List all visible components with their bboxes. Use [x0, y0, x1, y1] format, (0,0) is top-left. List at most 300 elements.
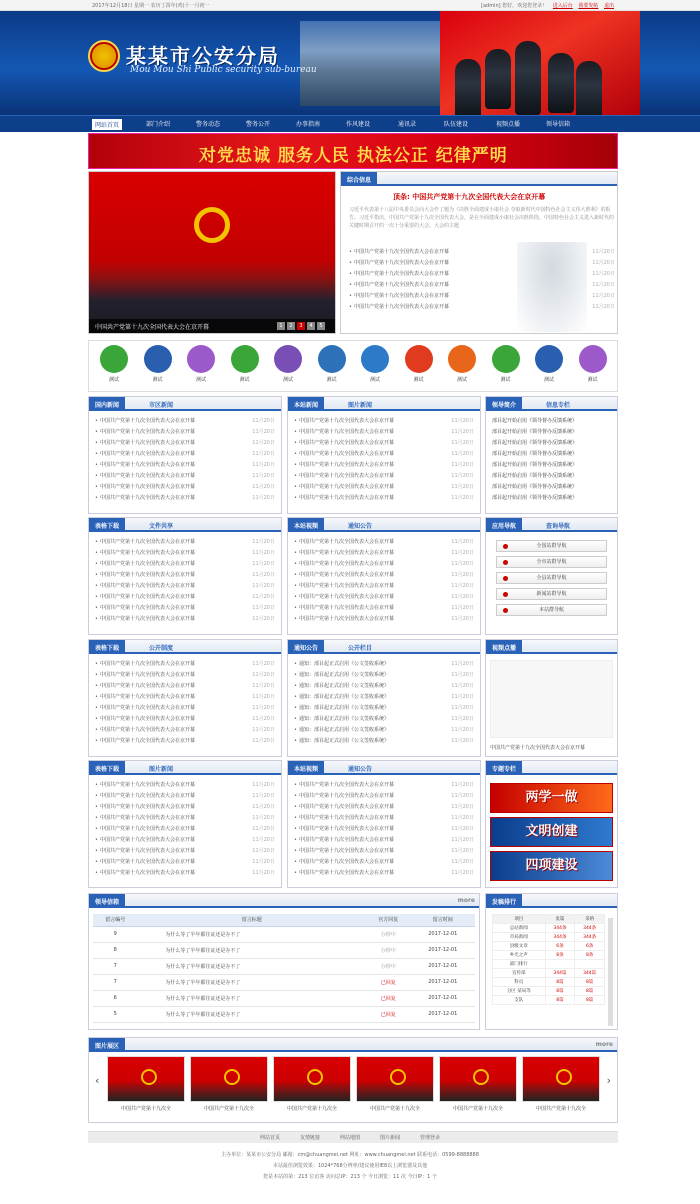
item-title[interactable]: 中国共产党第十九次全国代表大会在京开幕: [99, 793, 195, 799]
quick-link-label: 测试: [195, 377, 206, 383]
gallery-image[interactable]: [522, 1056, 600, 1102]
list-item[interactable]: 部目起开始启用《领导督办反馈系统》: [492, 440, 578, 446]
item-date: 11月20日: [252, 440, 275, 446]
list-item[interactable]: [294, 483, 474, 494]
quick-link[interactable]: [186, 345, 216, 383]
list-item[interactable]: [294, 682, 474, 693]
list-item[interactable]: [294, 715, 474, 726]
msg-title[interactable]: 为什么等了半年都住证还是办不了: [137, 990, 366, 1006]
tab-active[interactable]: 领导简介: [486, 397, 522, 411]
list-item[interactable]: [95, 814, 275, 825]
tab-inactive[interactable]: 图片新闻: [149, 766, 174, 773]
list-item[interactable]: [294, 461, 474, 472]
item-date: 11月20日: [451, 782, 474, 788]
list-item[interactable]: [294, 417, 474, 428]
list-item[interactable]: [95, 825, 275, 836]
list-item[interactable]: 部目起开始启用《领导督办反馈系统》: [492, 451, 578, 457]
slide-dot[interactable]: 1: [277, 322, 285, 330]
city-photo: [300, 21, 450, 106]
tab-active[interactable]: 国内新闻: [89, 397, 125, 411]
list-item[interactable]: [95, 560, 275, 571]
list-item[interactable]: [294, 836, 474, 847]
news-list: [95, 660, 275, 748]
list-item[interactable]: [294, 781, 474, 792]
msg-date: 2017-12-01: [410, 1006, 475, 1022]
item-title[interactable]: 中国共产党第十九次全国代表大会在京开幕: [298, 837, 394, 843]
list-item[interactable]: [349, 259, 615, 270]
tab-active[interactable]: 本站新闻: [288, 397, 324, 411]
list-item[interactable]: [294, 693, 474, 704]
slide-caption-text: 中国共产党第十九次全国代表大会在京开幕: [95, 324, 210, 331]
item-title[interactable]: 通知：部目起正式启用《公文签收系统》: [298, 672, 389, 678]
list-item[interactable]: [294, 825, 474, 836]
list-item[interactable]: [294, 439, 474, 450]
item-title[interactable]: 中国共产党第十九次全国代表大会在京开幕: [99, 550, 195, 556]
item-date: 11月20日: [451, 661, 474, 667]
quick-link[interactable]: [273, 345, 303, 383]
quick-link[interactable]: [578, 345, 608, 383]
list-item[interactable]: [294, 803, 474, 814]
officer-figure: [576, 61, 602, 115]
list-item[interactable]: [95, 538, 275, 549]
item-title[interactable]: 中国共产党第十九次全国代表大会在京开幕: [99, 473, 195, 479]
video-caption[interactable]: 中国共产党第十九次全国代表大会在京开幕: [490, 745, 586, 751]
nav-home[interactable]: 网站首页: [92, 119, 122, 130]
item-date: 11月20日: [451, 550, 474, 556]
video-player[interactable]: [490, 660, 613, 738]
gallery-caption[interactable]: 中国共产党第十九次全: [369, 1106, 420, 1112]
tab-active[interactable]: 视频点播: [486, 640, 522, 654]
list-item[interactable]: [95, 693, 275, 704]
item-title[interactable]: 中国共产党第十九次全国代表大会在京开幕: [298, 848, 394, 854]
tab-composite[interactable]: 综合信息: [341, 172, 377, 186]
list-item[interactable]: [294, 428, 474, 439]
gallery-item[interactable]: [107, 1056, 185, 1112]
nav-service-guide[interactable]: 办事指南: [296, 121, 321, 128]
list-item[interactable]: [294, 472, 474, 483]
nav-mailbox[interactable]: 领导信箱: [546, 121, 571, 128]
item-title[interactable]: 中国共产党第十九次全国代表大会在京开幕: [298, 616, 394, 622]
item-title[interactable]: 中国共产党第十九次全国代表大会在京开幕: [99, 661, 195, 667]
list-item[interactable]: 部目起开始启用《领导督办反馈系统》: [492, 473, 578, 479]
nav-video[interactable]: 视频点播: [496, 121, 521, 128]
item-title[interactable]: 中国共产党第十九次全国代表大会在京开幕: [99, 440, 195, 446]
item-title[interactable]: 中国共产党第十九次全国代表大会在京开幕: [99, 782, 195, 788]
quick-link[interactable]: [404, 345, 434, 383]
list-item[interactable]: [294, 538, 474, 549]
list-item[interactable]: [294, 792, 474, 803]
table-row[interactable]: [93, 958, 475, 974]
item-title[interactable]: 中国共产党第十九次全国代表大会在京开幕: [298, 473, 394, 479]
promo-banner[interactable]: 两学一做: [490, 783, 613, 813]
tab-inactive[interactable]: 通知公告: [348, 523, 373, 530]
tab-inactive[interactable]: 通知公告: [348, 766, 373, 773]
list-item[interactable]: [95, 593, 275, 604]
promo-banner[interactable]: 文明创建: [490, 817, 613, 847]
item-title[interactable]: 中国共产党第十九次全国代表大会在京开幕: [353, 260, 449, 266]
item-title[interactable]: 中国共产党第十九次全国代表大会在京开幕: [298, 594, 394, 600]
gallery-image[interactable]: [356, 1056, 434, 1102]
footer-link[interactable]: 图片新闻: [380, 1135, 401, 1141]
gallery-image[interactable]: [190, 1056, 268, 1102]
item-date: 11月20日: [451, 683, 474, 689]
list-item[interactable]: [294, 858, 474, 869]
item-title[interactable]: 中国共产党第十九次全国代表大会在京开幕: [99, 870, 195, 876]
item-title[interactable]: 中国共产党第十九次全国代表大会在京开幕: [99, 837, 195, 843]
list-item[interactable]: [294, 671, 474, 682]
item-title[interactable]: 中国共产党第十九次全国代表大会在京开幕: [99, 418, 195, 424]
item-title[interactable]: 中国共产党第十九次全国代表大会在京开幕: [99, 484, 195, 490]
gallery-item[interactable]: [356, 1056, 434, 1112]
list-item[interactable]: 部目起开始启用《领导督办反馈系统》: [492, 418, 578, 424]
item-date: 11月20日: [252, 782, 275, 788]
item-title[interactable]: 中国共产党第十九次全国代表大会在京开幕: [99, 561, 195, 567]
site-nav-button[interactable]: 新闻站群导航: [496, 588, 607, 600]
gallery-image[interactable]: [273, 1056, 351, 1102]
list-item[interactable]: [95, 715, 275, 726]
tab-inactive[interactable]: 公开栏目: [348, 645, 373, 652]
rank-cell: 6条: [545, 942, 575, 951]
next-arrow-icon[interactable]: ›: [606, 1074, 611, 1087]
item-title[interactable]: 中国共产党第十九次全国代表大会在京开幕: [353, 293, 449, 299]
list-item[interactable]: 部目起开始启用《领导督办反馈系统》: [492, 429, 578, 435]
list-item[interactable]: [95, 660, 275, 671]
site-nav-button[interactable]: 全国站群导航: [496, 540, 607, 552]
leader-mailbox: [88, 893, 480, 1030]
tab-active[interactable]: 表格下载: [89, 761, 125, 775]
list-item[interactable]: [95, 472, 275, 483]
list-item[interactable]: [294, 615, 474, 626]
item-title[interactable]: 中国共产党第十九次全国代表大会在京开幕: [298, 451, 394, 457]
composite-list: [349, 248, 615, 314]
quick-link[interactable]: [230, 345, 260, 383]
quick-link[interactable]: [447, 345, 477, 383]
footer-link[interactable]: 网站地图: [340, 1135, 361, 1141]
item-title[interactable]: 中国共产党第十九次全国代表大会在京开幕: [99, 462, 195, 468]
item-title[interactable]: 中国共产党第十九次全国代表大会在京开幕: [298, 804, 394, 810]
item-title[interactable]: 中国共产党第十九次全国代表大会在京开幕: [99, 683, 195, 689]
list-item[interactable]: [95, 439, 275, 450]
tab-inactive[interactable]: 查询导航: [546, 523, 571, 530]
item-title[interactable]: 中国共产党第十九次全国代表大会在京开幕: [298, 550, 394, 556]
item-title[interactable]: 中国共产党第十九次全国代表大会在京开幕: [99, 539, 195, 545]
list-item[interactable]: 部目起开始启用《领导督办反馈系统》: [492, 495, 578, 501]
footer-nav: [88, 1131, 618, 1143]
list-item[interactable]: [95, 428, 275, 439]
list-item[interactable]: [294, 450, 474, 461]
side-panel: [485, 639, 618, 757]
admin-link[interactable]: 进入后台: [552, 3, 573, 9]
list-item[interactable]: [95, 417, 275, 428]
item-title[interactable]: 中国共产党第十九次全国代表大会在京开幕: [99, 727, 195, 733]
item-title[interactable]: 中国共产党第十九次全国代表大会在京开幕: [99, 738, 195, 744]
site-nav-button[interactable]: 本站群导航: [496, 604, 607, 616]
tab-active[interactable]: 应用导航: [486, 518, 522, 532]
msg-title[interactable]: 为什么等了半年都住证还是办不了: [137, 926, 366, 942]
msg-title[interactable]: 为什么等了半年都住证还是办不了: [137, 958, 366, 974]
gallery-item[interactable]: [522, 1056, 600, 1112]
list-item[interactable]: [95, 582, 275, 593]
list-item[interactable]: [294, 604, 474, 615]
list-item[interactable]: [294, 549, 474, 560]
gallery-caption[interactable]: 中国共产党第十九次全: [535, 1106, 586, 1112]
item-title[interactable]: 中国共产党第十九次全国代表大会在京开幕: [298, 826, 394, 832]
list-item[interactable]: [95, 792, 275, 803]
tab-inactive[interactable]: 图片新闻: [348, 402, 373, 409]
list-item[interactable]: [349, 292, 615, 303]
item-title[interactable]: 中国共产党第十九次全国代表大会在京开幕: [298, 572, 394, 578]
list-item[interactable]: [294, 847, 474, 858]
item-date: 11月20日: [252, 473, 275, 479]
list-item[interactable]: [95, 836, 275, 847]
list-item[interactable]: [294, 737, 474, 748]
headline[interactable]: 顶条: 中国共产党第十九次全国代表大会在京开幕: [393, 193, 546, 201]
more-link[interactable]: more: [457, 897, 475, 904]
rank-cell: 支队: [493, 996, 546, 1005]
item-title[interactable]: 中国共产党第十九次全国代表大会在京开幕: [99, 605, 195, 611]
msg-title[interactable]: 为什么等了半年都住证还是办不了: [137, 974, 366, 990]
item-title[interactable]: 中国共产党第十九次全国代表大会在京开幕: [298, 495, 394, 501]
item-title[interactable]: 中国共产党第十九次全国代表大会在京开幕: [99, 495, 195, 501]
item-title[interactable]: 中国共产党第十九次全国代表大会在京开幕: [99, 594, 195, 600]
msg-title[interactable]: 为什么等了半年都住证还是办不了: [137, 942, 366, 958]
item-title[interactable]: 中国共产党第十九次全国代表大会在京开幕: [298, 440, 394, 446]
msg-date: 2017-12-01: [410, 926, 475, 942]
item-title[interactable]: 中国共产党第十九次全国代表大会在京开幕: [298, 539, 394, 545]
tab-inactive[interactable]: 公开制度: [149, 645, 174, 652]
panel-header: [288, 397, 480, 411]
item-title[interactable]: 中国共产党第十九次全国代表大会在京开幕: [353, 249, 449, 255]
post-link[interactable]: 我要发帖: [578, 3, 599, 9]
msg-reply: 已回复: [366, 990, 410, 1006]
list-item[interactable]: 部目起开始启用《领导督办反馈系统》: [492, 462, 578, 468]
footer-info: [0, 1150, 700, 1183]
gallery-item[interactable]: [439, 1056, 517, 1112]
item-title[interactable]: 中国共产党第十九次全国代表大会在京开幕: [298, 815, 394, 821]
slideshow[interactable]: [88, 171, 336, 334]
item-date: 11月20日: [451, 418, 474, 424]
scrollbar[interactable]: [608, 918, 613, 1026]
list-item[interactable]: [95, 549, 275, 560]
panel-header: [288, 640, 480, 654]
item-title[interactable]: 通知：部目起正式启用《公文签收系统》: [298, 727, 389, 733]
rank-cell: 宣传部: [493, 969, 546, 978]
item-title[interactable]: 中国共产党第十九次全国代表大会在京开幕: [298, 429, 394, 435]
item-title[interactable]: 中国共产党第十九次全国代表大会在京开幕: [99, 826, 195, 832]
gallery-caption[interactable]: 中国共产党第十九次全: [203, 1106, 254, 1112]
item-date: 11月20日: [592, 260, 615, 266]
slide-dot[interactable]: 4: [307, 322, 315, 330]
list-item[interactable]: [95, 671, 275, 682]
item-date: 11月20日: [451, 672, 474, 678]
item-title[interactable]: 中国共产党第十九次全国代表大会在京开幕: [353, 304, 449, 310]
pen-icon: [231, 345, 259, 373]
quick-link[interactable]: [360, 345, 390, 383]
list-item[interactable]: [95, 858, 275, 869]
list-item[interactable]: [95, 682, 275, 693]
item-title[interactable]: 中国共产党第十九次全国代表大会在京开幕: [298, 561, 394, 567]
table-row[interactable]: [93, 974, 475, 990]
site-nav-button[interactable]: 全县站群导航: [496, 572, 607, 584]
item-title[interactable]: 中国共产党第十九次全国代表大会在京开幕: [298, 859, 394, 865]
slide-dot[interactable]: 2: [287, 322, 295, 330]
item-title[interactable]: 中国共产党第十九次全国代表大会在京开幕: [99, 716, 195, 722]
gallery-item[interactable]: [190, 1056, 268, 1112]
msg-id: 8: [93, 942, 137, 958]
item-title[interactable]: 中国共产党第十九次全国代表大会在京开幕: [298, 870, 394, 876]
item-title[interactable]: 中国共产党第十九次全国代表大会在京开幕: [298, 583, 394, 589]
rank-cell: 乡光之声: [493, 951, 546, 960]
item-title[interactable]: 中国共产党第十九次全国代表大会在京开幕: [99, 848, 195, 854]
footer-link[interactable]: 网站首页: [260, 1135, 281, 1141]
quick-link-label: 测试: [587, 377, 598, 383]
tab-inactive[interactable]: 信息专栏: [546, 402, 571, 409]
item-title[interactable]: 中国共产党第十九次全国代表大会在京开幕: [99, 804, 195, 810]
msg-title[interactable]: 为什么等了半年都住证还是办不了: [137, 1006, 366, 1022]
promo-banner[interactable]: 四项建设: [490, 851, 613, 881]
item-title[interactable]: 中国共产党第十九次全国代表大会在京开幕: [99, 705, 195, 711]
list-item[interactable]: [294, 704, 474, 715]
news-panel: [287, 517, 481, 635]
rank-cell: 县级文章: [493, 942, 546, 951]
list-item[interactable]: [95, 781, 275, 792]
list-item[interactable]: [349, 303, 615, 314]
item-title[interactable]: 通知：部目起正式启用《公文签收系统》: [298, 683, 389, 689]
list-item[interactable]: [294, 560, 474, 571]
nav-police-affairs[interactable]: 警务公开: [246, 121, 271, 128]
list-item[interactable]: [95, 483, 275, 494]
item-date: 11月20日: [252, 727, 275, 733]
item-date: 11月20日: [252, 694, 275, 700]
list-item[interactable]: [95, 869, 275, 880]
item-title[interactable]: 中国共产党第十九次全国代表大会在京开幕: [353, 271, 449, 277]
item-title[interactable]: 通知：部目起正式启用《公文签收系统》: [298, 661, 389, 667]
tab-inactive[interactable]: 文件共享: [149, 523, 174, 530]
footer-link[interactable]: 管理登录: [420, 1135, 441, 1141]
tab-active[interactable]: 本站视频: [288, 761, 324, 775]
nav-police-news[interactable]: 警务动态: [196, 121, 221, 128]
list-item[interactable]: [95, 847, 275, 858]
news-panel: [88, 639, 282, 757]
list-item[interactable]: [95, 461, 275, 472]
list-item[interactable]: [349, 281, 615, 292]
logout-link[interactable]: 退出: [603, 3, 614, 9]
item-title[interactable]: 中国共产党第十九次全国代表大会在京开幕: [99, 616, 195, 622]
quick-link[interactable]: [143, 345, 173, 383]
gallery-image[interactable]: [107, 1056, 185, 1102]
item-title[interactable]: 通知：部目起正式启用《公文签收系统》: [298, 694, 389, 700]
item-title[interactable]: 通知：部目起正式启用《公文签收系统》: [298, 705, 389, 711]
tab-active[interactable]: 专题专栏: [486, 761, 522, 775]
rank-cell: 344条: [575, 933, 605, 942]
list-item[interactable]: [294, 571, 474, 582]
table-row[interactable]: [93, 1006, 475, 1022]
item-title[interactable]: 中国共产党第十九次全国代表大会在京开幕: [298, 605, 394, 611]
nav-style[interactable]: 作风建设: [346, 121, 371, 128]
item-date: 11月20日: [451, 539, 474, 545]
item-date: 11月20日: [252, 804, 275, 810]
tab-active[interactable]: 表格下载: [89, 518, 125, 532]
nav-team[interactable]: 队伍建设: [444, 121, 469, 128]
quick-link[interactable]: [491, 345, 521, 383]
quick-link[interactable]: [317, 345, 347, 383]
list-item[interactable]: [95, 704, 275, 715]
slide-dot[interactable]: 3: [297, 322, 305, 330]
item-title[interactable]: 中国共产党第十九次全国代表大会在京开幕: [99, 429, 195, 435]
list-item[interactable]: 部目起开始启用《领导督办反馈系统》: [492, 484, 578, 490]
quick-link[interactable]: [99, 345, 129, 383]
table-row[interactable]: [93, 990, 475, 1006]
list-item[interactable]: [95, 571, 275, 582]
item-title[interactable]: 中国共产党第十九次全国代表大会在京开幕: [99, 859, 195, 865]
list-item[interactable]: [294, 582, 474, 593]
table-row[interactable]: [93, 926, 475, 942]
gallery-caption[interactable]: 中国共产党第十九次全: [120, 1106, 171, 1112]
prev-arrow-icon[interactable]: ‹: [95, 1074, 100, 1087]
item-title[interactable]: 中国共产党第十九次全国代表大会在京开幕: [298, 793, 394, 799]
tab-inactive[interactable]: 市区新闻: [149, 402, 174, 409]
list-item[interactable]: [294, 494, 474, 505]
list-item[interactable]: [95, 494, 275, 505]
nav-directory[interactable]: 通讯录: [398, 121, 417, 128]
tab-active[interactable]: 本站视频: [288, 518, 324, 532]
item-title[interactable]: 中国共产党第十九次全国代表大会在京开幕: [99, 815, 195, 821]
item-title[interactable]: 中国共产党第十九次全国代表大会在京开幕: [99, 572, 195, 578]
item-title[interactable]: 中国共产党第十九次全国代表大会在京开幕: [99, 672, 195, 678]
list-item[interactable]: [95, 737, 275, 748]
list-item[interactable]: [294, 660, 474, 671]
item-title[interactable]: 通知：部目起正式启用《公文签收系统》: [298, 716, 389, 722]
list-item[interactable]: [95, 803, 275, 814]
gallery-caption[interactable]: 中国共产党第十九次全: [286, 1106, 337, 1112]
table-row[interactable]: [93, 942, 475, 958]
gallery-image[interactable]: [439, 1056, 517, 1102]
gallery-item[interactable]: [273, 1056, 351, 1112]
list-item[interactable]: [95, 604, 275, 615]
item-title[interactable]: 通知：部目起正式启用《公文签收系统》: [298, 738, 389, 744]
item-title[interactable]: 中国共产党第十九次全国代表大会在京开幕: [99, 451, 195, 457]
footer-link[interactable]: 友情链接: [300, 1135, 321, 1141]
tab-active[interactable]: 表格下载: [89, 640, 125, 654]
list-item[interactable]: [294, 869, 474, 880]
user-links: [477, 2, 614, 9]
item-title[interactable]: 中国共产党第十九次全国代表大会在京开幕: [99, 583, 195, 589]
list-item[interactable]: [294, 726, 474, 737]
list-item[interactable]: [349, 270, 615, 281]
nav-departments[interactable]: 部门介绍: [146, 121, 171, 128]
item-title[interactable]: 中国共产党第十九次全国代表大会在京开幕: [353, 282, 449, 288]
site-subtitle: Mou Mou Shi Public security sub-bureau: [130, 65, 317, 75]
quick-link[interactable]: [534, 345, 564, 383]
item-title[interactable]: 中国共产党第十九次全国代表大会在京开幕: [298, 484, 394, 490]
more-link[interactable]: more: [595, 1041, 613, 1048]
list-item[interactable]: [95, 726, 275, 737]
list-item[interactable]: [95, 615, 275, 626]
item-title[interactable]: 中国共产党第十九次全国代表大会在京开幕: [298, 782, 394, 788]
list-item[interactable]: [349, 248, 615, 259]
item-title[interactable]: 中国共产党第十九次全国代表大会在京开幕: [298, 418, 394, 424]
slide-dot[interactable]: 5: [317, 322, 325, 330]
list-item[interactable]: [95, 450, 275, 461]
list-item[interactable]: [294, 814, 474, 825]
tab-active[interactable]: 通知公告: [288, 640, 324, 654]
item-date: 11月20日: [252, 484, 275, 490]
list-item[interactable]: [294, 593, 474, 604]
item-title[interactable]: 中国共产党第十九次全国代表大会在京开幕: [99, 694, 195, 700]
gallery-caption[interactable]: 中国共产党第十九次全: [452, 1106, 503, 1112]
item-title[interactable]: 中国共产党第十九次全国代表大会在京开幕: [298, 462, 394, 468]
site-nav-button[interactable]: 全市站群导航: [496, 556, 607, 568]
